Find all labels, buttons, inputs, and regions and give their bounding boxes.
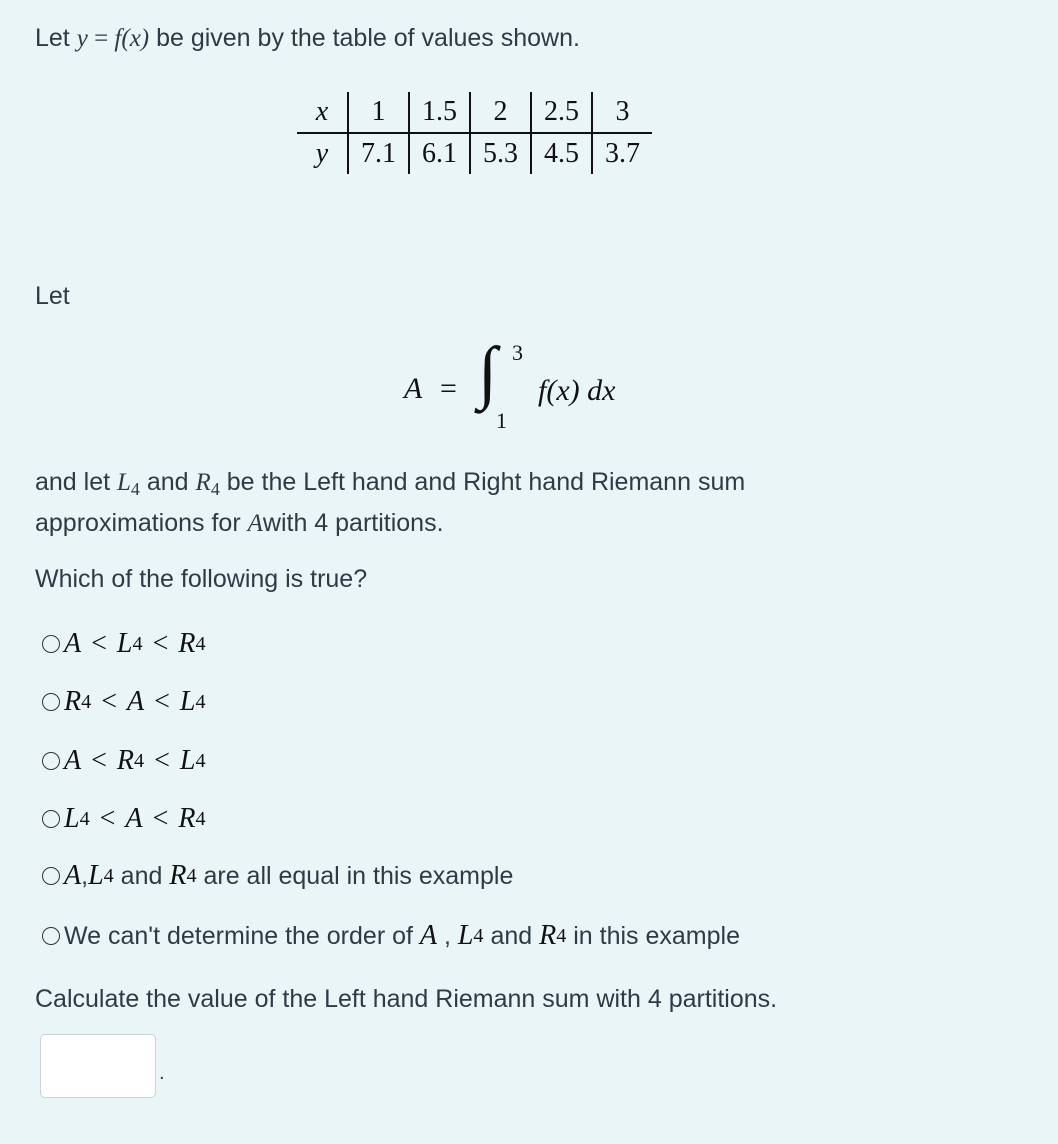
intro-prefix: Let	[35, 24, 77, 52]
option-2[interactable]	[42, 686, 206, 718]
desc-text: and	[139, 468, 196, 496]
subscript: 4	[195, 690, 206, 713]
y-label-cell: y	[315, 138, 329, 169]
opt-term: R	[178, 628, 196, 659]
var-L: L	[117, 469, 131, 496]
integral-expression	[400, 334, 660, 440]
x-label-cell: x	[297, 92, 348, 133]
integral-equals: =	[440, 372, 457, 405]
opt-text: in this example	[566, 921, 740, 950]
var-A: A	[247, 510, 263, 537]
opt-term: L	[457, 920, 474, 951]
desc-text: and let	[35, 468, 118, 496]
opt-rel: <	[101, 686, 117, 717]
radio-button[interactable]	[42, 752, 60, 770]
subscript: 4	[556, 924, 567, 947]
opt-term: R	[169, 860, 187, 891]
opt-rel: <	[154, 745, 170, 776]
opt-term: R	[178, 803, 196, 834]
subscript: 4	[132, 632, 143, 655]
table-row-y	[297, 133, 652, 174]
radio-button[interactable]	[42, 693, 60, 711]
y-cell: 4.5	[531, 133, 592, 174]
integrand	[538, 374, 615, 408]
opt-text: and	[113, 861, 170, 890]
let-label: Let	[35, 282, 70, 310]
y-cell: 3.7	[592, 133, 652, 174]
opt-term: A	[64, 860, 82, 891]
opt-term: R	[539, 920, 557, 951]
x-cell: 2.5	[531, 92, 592, 133]
radio-button[interactable]	[42, 810, 60, 828]
opt-term: A	[126, 686, 145, 717]
opt-rel: <	[152, 628, 169, 659]
integral-upper-bound: 3	[512, 340, 523, 365]
option-5[interactable]	[42, 860, 513, 892]
opt-rel: <	[91, 745, 107, 776]
desc-text: with 4 partitions.	[262, 509, 444, 537]
option-4[interactable]	[42, 803, 206, 835]
opt-term: A	[419, 920, 437, 951]
question-text: Which of the following is true?	[35, 565, 368, 593]
opt-term: A	[64, 628, 82, 659]
y-cell: 5.3	[470, 133, 531, 174]
subscript: 4	[195, 807, 206, 830]
opt-term: A	[64, 745, 82, 776]
opt-text: are all equal in this example	[196, 861, 514, 890]
function-fx: f(x)	[114, 25, 150, 52]
radio-button[interactable]	[42, 635, 60, 653]
subscript: 4	[210, 479, 220, 500]
x-cell: 1	[348, 92, 409, 133]
opt-text: ,	[81, 861, 89, 890]
calc-prompt: Calculate the value of the Left hand Riemann sum with 4 partitions.	[35, 985, 778, 1013]
integrand-text: f(x) dx	[538, 374, 616, 407]
desc-text: approximations for	[35, 509, 248, 537]
intro-line	[35, 24, 580, 53]
subscript: 4	[473, 924, 484, 947]
equals-sign: =	[87, 25, 115, 52]
subscript: 4	[195, 632, 206, 655]
desc-text: be the Left hand and Right hand Riemann sum	[219, 468, 746, 496]
opt-rel: <	[91, 628, 107, 659]
opt-rel: <	[152, 803, 169, 834]
opt-term: R	[64, 686, 82, 717]
x-cell: 2	[470, 92, 531, 133]
opt-rel: <	[99, 803, 116, 834]
opt-text: ,	[437, 921, 458, 950]
opt-term: A	[125, 803, 143, 834]
trailing-period: .	[159, 1062, 165, 1084]
y-cell: 7.1	[348, 133, 409, 174]
subscript: 4	[186, 864, 197, 887]
var-y: y	[76, 25, 88, 52]
subscript: 4	[134, 749, 145, 772]
intro-suffix: be given by the table of values shown.	[149, 24, 580, 52]
description-line-2	[35, 509, 444, 538]
opt-term: L	[64, 803, 80, 834]
x-cell: 3	[592, 92, 652, 133]
integral-sign-icon: ∫	[478, 334, 498, 411]
integral-lhs: A	[404, 372, 423, 405]
answer-input[interactable]	[40, 1034, 156, 1098]
subscript: 4	[195, 749, 206, 772]
opt-text: We can't determine the order of	[64, 921, 420, 950]
opt-term: R	[116, 745, 135, 776]
subscript: 4	[81, 690, 92, 713]
integral-lower-bound: 1	[496, 408, 507, 433]
values-table	[297, 92, 652, 174]
description-line-1	[35, 468, 745, 500]
subscript: 4	[103, 864, 114, 887]
subscript: 4	[130, 479, 140, 500]
opt-rel: <	[154, 686, 170, 717]
opt-term: L	[116, 628, 133, 659]
opt-term: L	[179, 745, 196, 776]
option-3[interactable]	[42, 745, 206, 777]
option-1[interactable]	[42, 628, 206, 660]
x-cell: 1.5	[409, 92, 470, 133]
radio-button[interactable]	[42, 867, 60, 885]
var-R: R	[195, 469, 211, 496]
opt-term: L	[179, 686, 196, 717]
radio-button[interactable]	[42, 927, 60, 945]
subscript: 4	[79, 807, 90, 830]
table-row-x	[297, 92, 652, 133]
opt-text: and	[483, 921, 540, 950]
y-cell: 6.1	[409, 133, 470, 174]
option-6[interactable]	[42, 920, 740, 952]
opt-term: L	[88, 860, 104, 891]
